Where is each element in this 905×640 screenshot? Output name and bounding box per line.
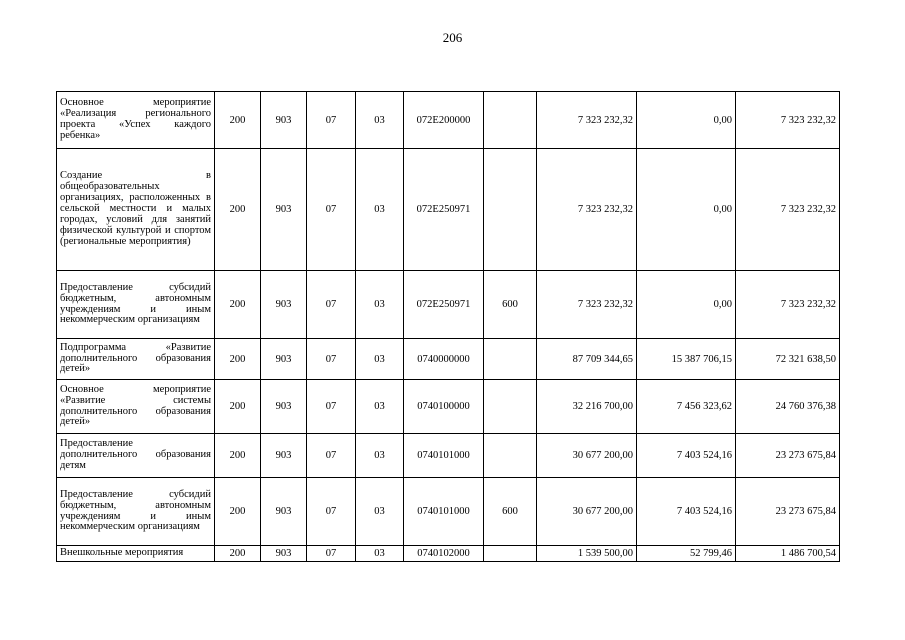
- amount-planned-cell: 7 323 232,32: [537, 92, 637, 149]
- target-code-cell: 072E250971: [404, 149, 484, 271]
- code-2-cell: 903: [261, 149, 307, 271]
- table-row: [57, 478, 840, 546]
- code-1-cell: 200: [215, 271, 261, 339]
- table-row: [57, 271, 840, 339]
- amount-executed-cell: 7 403 524,16: [637, 434, 736, 478]
- table-row: [57, 546, 840, 562]
- code-1-cell: 200: [215, 434, 261, 478]
- row-name-cell: Создание в общеобразовательных организациях, расположенных в сельской местности и малых городах, условий для занятий физической культурой и спортом (региональные мероприятия): [57, 149, 215, 271]
- amount-remaining-cell: 7 323 232,32: [736, 92, 840, 149]
- code-1-cell: 200: [215, 149, 261, 271]
- code-2-cell: 903: [261, 380, 307, 434]
- expense-type-cell: [484, 546, 537, 562]
- subsection-cell: 03: [356, 478, 404, 546]
- amount-planned-cell: 30 677 200,00: [537, 434, 637, 478]
- amount-executed-cell: 7 403 524,16: [637, 478, 736, 546]
- section-cell: 07: [307, 92, 356, 149]
- row-name-cell: Предоставление субсидий бюджетным, автономным учреждениям и иным некоммерческим организациям: [57, 478, 215, 546]
- section-cell: 07: [307, 434, 356, 478]
- amount-executed-cell: 7 456 323,62: [637, 380, 736, 434]
- target-code-cell: 0740100000: [404, 380, 484, 434]
- amount-remaining-cell: 7 323 232,32: [736, 271, 840, 339]
- amount-remaining-cell: 7 323 232,32: [736, 149, 840, 271]
- row-name-cell: Подпрограмма «Развитие дополнительного образования детей»: [57, 339, 215, 380]
- expense-type-cell: [484, 434, 537, 478]
- code-1-cell: 200: [215, 546, 261, 562]
- code-2-cell: 903: [261, 434, 307, 478]
- subsection-cell: 03: [356, 149, 404, 271]
- row-name-cell: Предоставление дополнительного образования детям: [57, 434, 215, 478]
- amount-remaining-cell: 1 486 700,54: [736, 546, 840, 562]
- row-name-cell: Предоставление субсидий бюджетным, автономным учреждениям и иным некоммерческим организациям: [57, 271, 215, 339]
- amount-planned-cell: 7 323 232,32: [537, 149, 637, 271]
- subsection-cell: 03: [356, 339, 404, 380]
- amount-planned-cell: 30 677 200,00: [537, 478, 637, 546]
- budget-table: [56, 91, 840, 562]
- subsection-cell: 03: [356, 92, 404, 149]
- amount-executed-cell: 0,00: [637, 92, 736, 149]
- expense-type-cell: 600: [484, 271, 537, 339]
- page-number: 206: [442, 30, 463, 45]
- table-row: [57, 92, 840, 149]
- section-cell: 07: [307, 380, 356, 434]
- target-code-cell: 072E200000: [404, 92, 484, 149]
- expense-type-cell: [484, 92, 537, 149]
- code-2-cell: 903: [261, 92, 307, 149]
- amount-remaining-cell: 23 273 675,84: [736, 434, 840, 478]
- amount-remaining-cell: 24 760 376,38: [736, 380, 840, 434]
- row-name-cell: Основное мероприятие «Развитие системы дополнительного образования детей»: [57, 380, 215, 434]
- target-code-cell: 072E250971: [404, 271, 484, 339]
- code-1-cell: 200: [215, 339, 261, 380]
- subsection-cell: 03: [356, 546, 404, 562]
- section-cell: 07: [307, 339, 356, 380]
- subsection-cell: 03: [356, 380, 404, 434]
- expense-type-cell: 600: [484, 478, 537, 546]
- code-2-cell: 903: [261, 546, 307, 562]
- amount-remaining-cell: 72 321 638,50: [736, 339, 840, 380]
- target-code-cell: 0740101000: [404, 434, 484, 478]
- amount-planned-cell: 32 216 700,00: [537, 380, 637, 434]
- code-2-cell: 903: [261, 339, 307, 380]
- code-1-cell: 200: [215, 92, 261, 149]
- amount-executed-cell: 15 387 706,15: [637, 339, 736, 380]
- section-cell: 07: [307, 271, 356, 339]
- table-row: [57, 380, 840, 434]
- subsection-cell: 03: [356, 434, 404, 478]
- amount-planned-cell: 87 709 344,65: [537, 339, 637, 380]
- target-code-cell: 0740101000: [404, 478, 484, 546]
- subsection-cell: 03: [356, 271, 404, 339]
- code-2-cell: 903: [261, 271, 307, 339]
- table-row: [57, 149, 840, 271]
- target-code-cell: 0740102000: [404, 546, 484, 562]
- expense-type-cell: [484, 380, 537, 434]
- code-1-cell: 200: [215, 380, 261, 434]
- expense-type-cell: [484, 339, 537, 380]
- amount-planned-cell: 7 323 232,32: [537, 271, 637, 339]
- amount-executed-cell: 52 799,46: [637, 546, 736, 562]
- code-1-cell: 200: [215, 478, 261, 546]
- amount-executed-cell: 0,00: [637, 271, 736, 339]
- table-row: [57, 339, 840, 380]
- section-cell: 07: [307, 149, 356, 271]
- section-cell: 07: [307, 546, 356, 562]
- expense-type-cell: [484, 149, 537, 271]
- amount-remaining-cell: 23 273 675,84: [736, 478, 840, 546]
- amount-executed-cell: 0,00: [637, 149, 736, 271]
- amount-planned-cell: 1 539 500,00: [537, 546, 637, 562]
- row-name-cell: Основное мероприятие «Реализация регионального проекта «Успех каждого ребенка»: [57, 92, 215, 149]
- code-2-cell: 903: [261, 478, 307, 546]
- section-cell: 07: [307, 478, 356, 546]
- row-name-cell: Внешкольные мероприятия: [57, 546, 215, 562]
- target-code-cell: 0740000000: [404, 339, 484, 380]
- table-row: [57, 434, 840, 478]
